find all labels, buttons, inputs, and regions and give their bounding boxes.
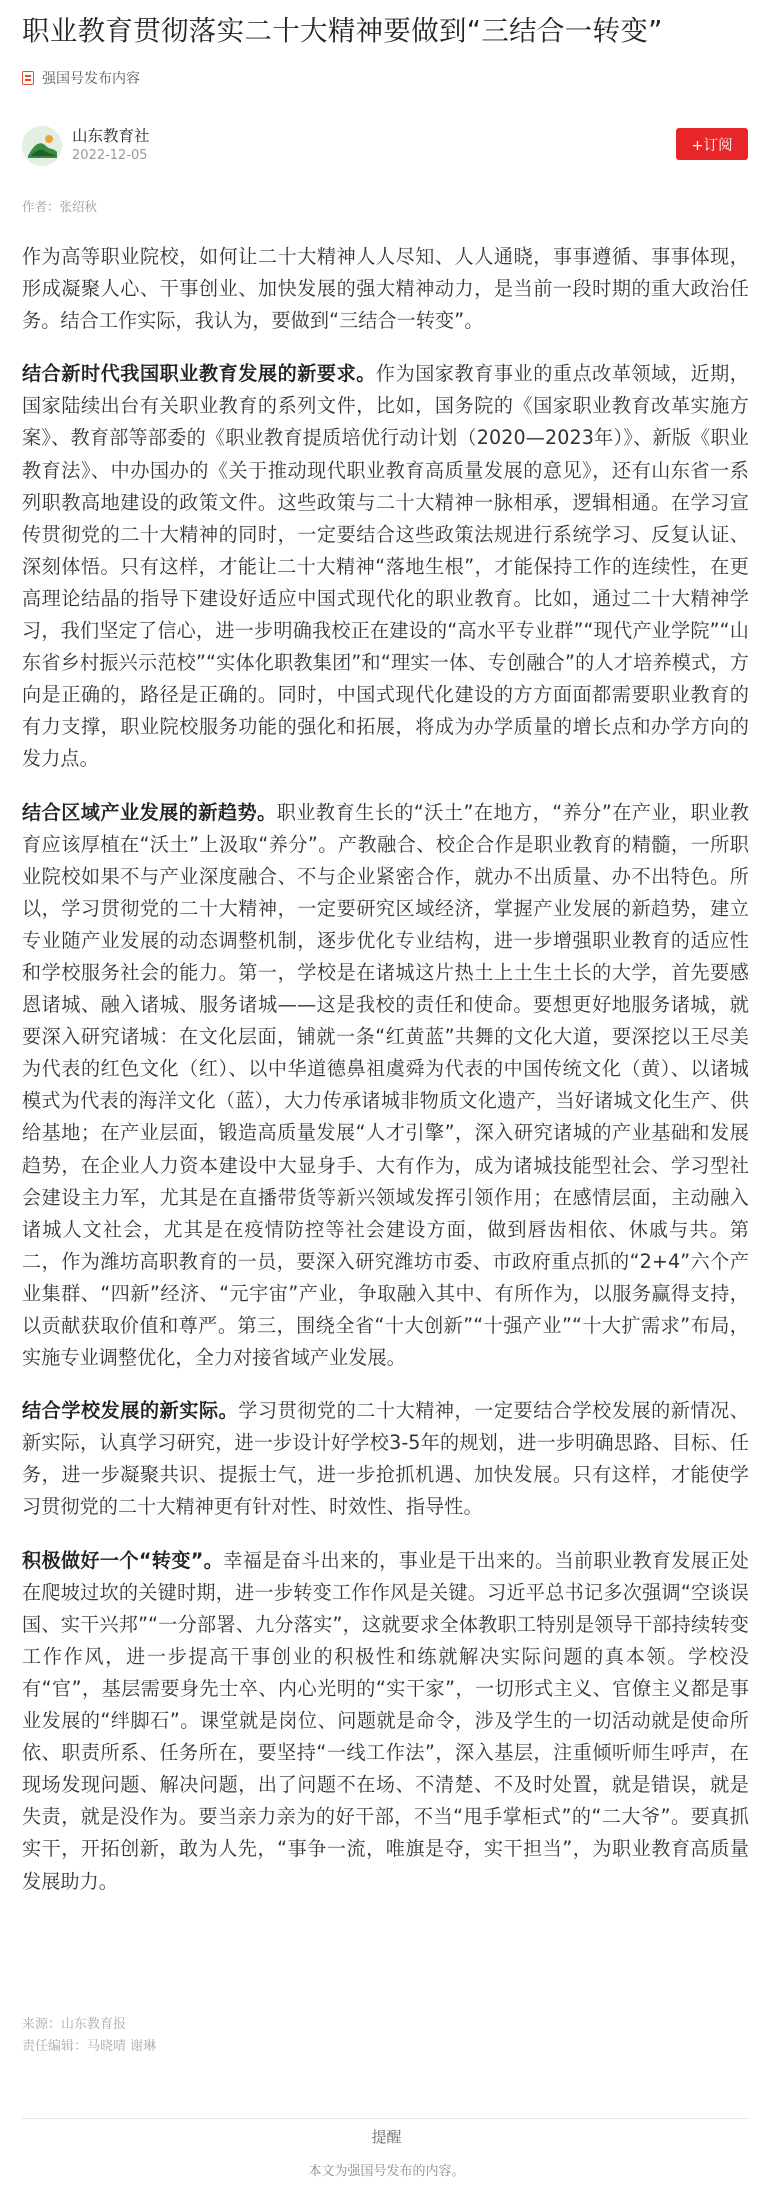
article-body <box>22 241 749 1919</box>
source-label: 强国号发布内容 <box>42 71 140 87</box>
paragraph-text: 职业教育生长的“沃土”在地方，“养分”在产业，职业教育应该厚植在“沃土”上汲取“养分”。产教融合、校企合作是职业教育的精髓，一所职业院校如果不与产业深度融合、不与企业紧密合作，就办不出质量、办不出特色。所以，学习贯彻党的二十大精神，一定要研究区域经济，掌握产业发展的新趋势，建立专业随产业发展的动态调整机制，逐步优化专业结构，进一步增强职业教育的适应性和学校服务社会的能力。第一，学校是在诸城这片热土上土生土长的大学，首先要感恩诸城、融入诸城、服务诸城——这是我校的责任和使命。要想更好地服务诸城，就要深入研究诸城：在文化层面，铺就一条“红黄蓝”共舞的文化大道，要深挖以王尽美为代表的红色文化（红）、以中华道德鼻祖虞舜为代表的中国传统文化（黄）、以诸城模式为代表的海洋文化（蓝），大力传承诸城非物质文化遗产，当好诸城文化生产、供给基地；在产业层面，锻造高质量发展“人才引擎”，深入研究诸城的产业基础和发展趋势，在企业人力资本建设中大显身手、大有作为，成为诸城技能型社会、学习型社会建设主力军，尤其是在直播带货等新兴领域发挥引领作用；在感情层面，主动融入诸城人文社会，尤其是在疫情防控等社会建设方面，做到唇齿相依、休戚与共。第二，作为潍坊高职教育的一员，要深入研究潍坊市委、市政府重点抓的“2+4”六个产业集群、“四新”经济、“元宇宙”产业，争取融入其中、有所作为，以服务赢得支持，以贡献获取价值和尊严。第三，围绕全省“十大创新”“十强产业”“十大扩需求”布局，实施专业调整优化，全力对接省域产业发展。 <box>22 800 749 1370</box>
paragraph-text: 学习贯彻党的二十大精神，一定要结合学校发展的新情况、新实际，认真学习研究，进一步设计好学校3-5年的规划，进一步明确思路、目标、任务，进一步凝聚共识、提振士气，进一步抢抓机遇、加快发展。只有这样，才能使学习贯彻党的二十大精神更有针对性、时效性、指导性。 <box>22 1399 749 1519</box>
footer-divider <box>22 2118 749 2119</box>
paragraph <box>22 1545 749 1898</box>
paragraph <box>22 241 749 337</box>
paragraph-lead: 结合新时代我国职业教育发展的新要求。 <box>22 362 376 386</box>
account-logo-icon <box>22 126 62 166</box>
article-title: 职业教育贯彻落实二十大精神要做到“三结合一转变” <box>22 15 663 47</box>
paragraph-lead: 结合区域产业发展的新趋势。 <box>22 800 277 824</box>
paragraph <box>22 358 749 775</box>
editor-credit: 责任编辑：马晓晴 谢琳 <box>22 2039 157 2054</box>
publish-date: 2022-12-05 <box>72 148 148 163</box>
paragraph-text: 作为高等职业院校，如何让二十大精神人人尽知、人人通晓，事事遵循、事事体现，形成凝聚人心、干事创业、加快发展的强大精神动力，是当前一段时期的重大政治任务。结合工作实际，我认为，要做到“三结合一转变”。 <box>22 245 749 333</box>
source-row <box>22 68 140 88</box>
document-icon <box>22 71 34 85</box>
account-name[interactable]: 山东教育社 <box>72 127 150 145</box>
subscribe-button[interactable]: +订阅 <box>676 128 748 160</box>
paragraph <box>22 1395 749 1523</box>
paragraph <box>22 797 749 1375</box>
article-meta <box>22 2014 156 2058</box>
source-credit: 来源：山东教育报 <box>22 2017 127 2032</box>
avatar[interactable] <box>22 126 62 166</box>
paragraph-lead: 积极做好一个“转变”。 <box>22 1548 224 1572</box>
paragraph-lead: 结合学校发展的新实际。 <box>22 1399 239 1423</box>
paragraph-text: 作为国家教育事业的重点改革领域，近期，国家陆续出台有关职业教育的系列文件，比如，国务院的《国家职业教育改革实施方案》、教育部等部委的《职业教育提质培优行动计划（2020—2023年）》、新版《职业教育法》、中办国办的《关于推动现代职业教育高质量发展的意见》，还有山东省一系列职教高地建设的政策文件。这些政策与二十大精神一脉相承，逻辑相通。在学习宣传贯彻党的二十大精神的同时，一定要结合这些政策法规进行系统学习、反复认证、深刻体悟。只有这样，才能让二十大精神“落地生根”，才能保持工作的连续性，在更高理论结晶的指导下建设好适应中国式现代化的职业教育。比如，通过二十大精神学习，我们坚定了信心，进一步明确我校正在建设的“高水平专业群”“现代产业学院”“山东省乡村振兴示范校”“实体化职教集团”和“理实一体、专创融合”的人才培养模式，方向是正确的，路径是正确的。同时，中国式现代化建设的方方面面都需要职业教育的有力支撑，职业院校服务功能的强化和拓展，将成为办学质量的增长点和办学方向的发力点。 <box>22 362 749 771</box>
author-line: 作者：张绍秋 <box>22 199 98 214</box>
notice-title: 提醒 <box>371 2128 402 2146</box>
paragraph-text: 幸福是奋斗出来的，事业是干出来的。当前职业教育发展正处在爬坡过坎的关键时期，进一步转变工作作风是关键。习近平总书记多次强调“空谈误国、实干兴邦”“一分部署、九分落实”，这就要求全体教职工特别是领导干部持续转变工作作风，进一步提高干事创业的积极性和练就解决实际问题的真本领。学校没有“官”，基层需要身先士卒、内心光明的“实干家”，一切形式主义、官僚主义都是事业发展的“绊脚石”。课堂就是岗位、问题就是命令，涉及学生的一切活动就是使命所依、职责所系、任务所在，要坚持“一线工作法”，深入基层，注重倾听师生呼声，在现场发现问题、解决问题，出了问题不在场、不清楚、不及时处置，就是错误，就是失责，就是没作为。要当亲力亲为的好干部，不当“甩手掌柜式”的“二大爷”。要真抓实干，开拓创新，敢为人先，“事争一流，唯旗是夺，实干担当”，为职业教育高质量发展助力。 <box>22 1548 749 1893</box>
notice-text: 本文为强国号发布的内容。 <box>308 2164 465 2179</box>
